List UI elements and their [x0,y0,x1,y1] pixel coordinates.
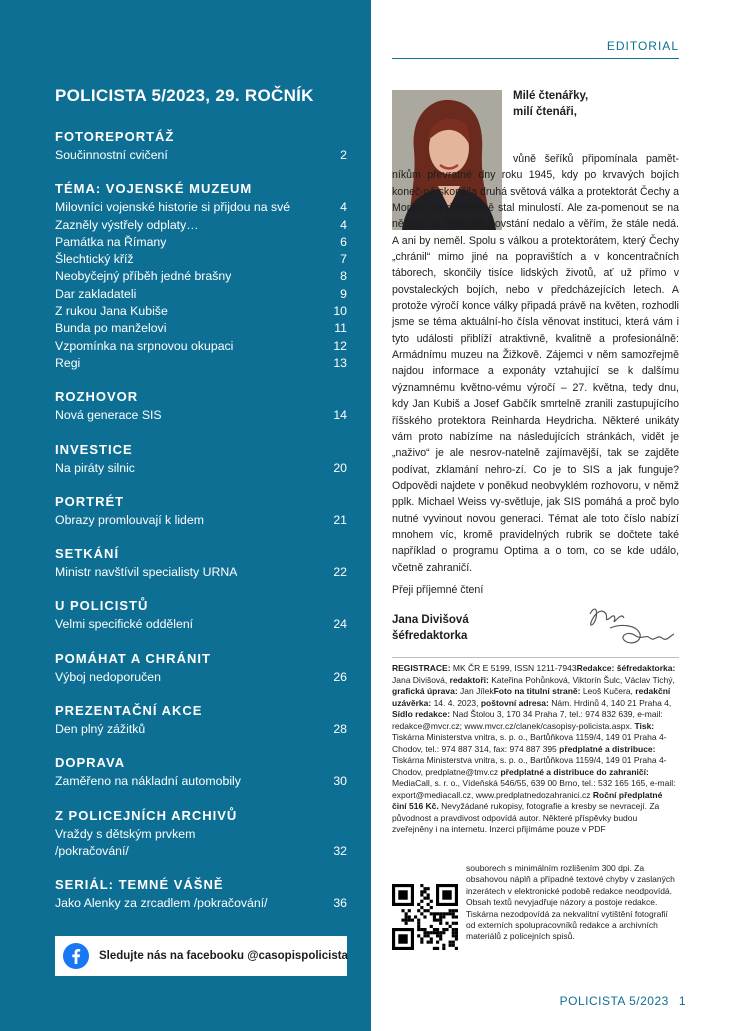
toc-item[interactable] [55,251,347,268]
toc-item-title: Zaměřeno na nákladní automobily [55,774,241,789]
toc-heading: DOPRAVA [55,755,126,771]
editorial-rule [392,58,679,59]
toc-section [55,388,347,424]
toc-item-title: Milovníci vojenské historie si přijdou na své [55,200,291,215]
toc-item-title: Šlechtický kříž [55,252,134,267]
toc-item-page: 12 [333,338,347,353]
toc-heading: SERIÁL: TEMNÉ VÁŠNĚ [55,877,224,893]
toc-item[interactable] [55,773,347,790]
toc-item-page: 9 [340,286,347,301]
toc-section [55,180,347,372]
impressum-label: předplatné a distribuce: [559,743,656,754]
toc-item-page: 22 [333,565,347,580]
footer-magazine: POLICISTA 5/2023 [559,994,669,1008]
footer-page-number: 1 [678,994,686,1008]
toc-item-page: 30 [333,774,347,789]
toc-item-title: Bunda po manželovi [55,321,167,336]
toc-item-page: 24 [333,617,347,632]
impressum-value: Nad Štolou 3, 170 34 Praha 7, tel.: 974 832 639, e-mail: redakce@mvcr.cz; www.mvcr.cz/clanek/casopisy-policista.aspx. [392,709,663,731]
editorial-paragraph: vůně šeříků připomínala pamět-níkům převratné dny roku 1945, kdy po krvavých bojích koneč-ně skončila druhá světová válka a protektorát Čechy a Morava se definitivně stal minulostí. Ale za-pomenout se na něj ani na Praž-ské povstání nedalo a věřím, že stále nedá. A ani by neměl. Spolu s válkou a protektorátem, který Čechy „chránil“ mimo jiné na popravištích a v koncentračních táborech, skončily tisíce lidských životů, ať už přímo v povstaleckých bojích, nebo v předcházejících letech. A protože výročí konce války připadá právě na květen, rozhodli jsme se téma aktuální-ho čísla věnovat instituci, která vám i tyto události přiblíží atraktivně, kvalitně a profesionálně: Armádnímu muzeu na Žižkově. Zájemci v něm samozřejmě najdou informace a exponáty vztahující se k dalšímu významnému květno-vému výročí – 27. května, tedy dnu, kdy Jan Kubiš a Josef Gabčík smrtelně zranili zastupujícího říšského protektora Reinharda Heydricha. Některé unikáty vám proto nabízíme na následujících stránkách, vidět je „naživo“ je ale nesrov-natelně zajímavější, tak se zajděte podívat, zklamání nehro-zí. Co je to SIS a jak funguje? Odpovědi najdete v poněkud neobvyklém rozhovoru, v němž pplk. Michael Weiss vy-světluje, jak SIS pomáhá a proč bylo nutné vyvinout novou generaci. Témat ale toto číslo nabízí mnohem víc, kromě pravidelných rubrik se dočtete také například o programu Optima a o tom, co se kde událo, včetně zahraničí. [392,153,679,574]
toc-section [55,807,347,861]
author-role: šéfredaktorka [392,630,468,642]
toc-heading: PREZENTAČNÍ AKCE [55,703,203,719]
toc-item[interactable] [55,268,347,285]
impressum-value: Tiskárna Ministerstva vnitra, s. p. o., Bartůňkova 1159/4, 149 01 Praha 4-Chodov, predplatne@tmv.cz [392,755,667,777]
toc-item-page: 11 [334,321,347,336]
author-signature [580,594,680,650]
toc-section [55,597,347,633]
toc-item-page: 7 [340,252,347,267]
toc-heading: SETKÁNÍ [55,546,120,562]
toc-item-title: Na piráty silnic [55,460,135,475]
impressum-value: Jan Jílek [457,686,494,696]
impressum-value: MK ČR E 5199, ISSN 1211-7943 [450,663,577,673]
toc-item-title: Obrazy promlouvají k lidem [55,512,204,527]
toc-item[interactable] [55,303,347,320]
greeting-line-2: milí čtenáři, [513,106,577,118]
toc-item-page: 32 [333,843,347,858]
toc-item[interactable] [55,355,347,372]
toc-item-title: Velmi specifické oddělení [55,617,194,632]
toc-section [55,441,347,477]
toc-item[interactable] [55,564,347,581]
editorial-text [392,151,679,576]
impressum-label: redaktoři: [449,674,489,685]
toc-item[interactable] [55,338,347,355]
toc-item-title: Památka na Římany [55,234,167,249]
toc-item[interactable] [55,721,347,738]
toc-heading: FOTOREPORTÁŽ [55,129,175,144]
impressum-value: Kateřina Pohůnková, Viktorín Šulc, Václav Tichý, [488,674,675,685]
editorial-label: EDITORIAL [606,39,679,53]
toc-item[interactable] [55,843,347,860]
author-block [392,612,469,644]
impressum-label: Redakce: šéfredaktorka: [576,663,676,673]
toc-item-page: 14 [333,408,347,423]
toc-item-title: Vzpomínka na srpnovou okupaci [55,338,234,353]
toc-item[interactable] [55,217,347,234]
toc-heading: Z POLICEJNÍCH ARCHIVŮ [55,807,238,823]
toc-item[interactable] [55,669,347,686]
impressum-value: Leoš Kučera, [580,686,636,696]
toc-item[interactable] [55,147,347,164]
impressum-value: Nám. Hrdinů 4, 140 21 Praha 4, [548,697,672,708]
impressum-rule [392,657,679,658]
toc-item-title: Zazněly výstřely odplaty… [55,217,199,232]
toc-item-page: 6 [340,234,347,249]
toc-item-title: Vraždy s dětským prvkem [55,826,196,841]
toc-item-title: Regi [55,355,81,370]
toc-item-title: Dar zakladateli [55,286,137,301]
toc-item-title: Jako Alenky za zrcadlem /pokračování/ [55,896,268,911]
toc-section [55,128,347,164]
toc-item-title: Z rukou Jana Kubiše [55,304,168,319]
toc-item[interactable] [55,320,347,337]
toc-item[interactable] [55,286,347,303]
editorial-greeting [513,88,588,120]
toc-item[interactable] [55,199,347,216]
toc-item[interactable] [55,826,347,843]
signoff: Přeji příjemné čtení [392,584,484,596]
toc-item-page: 26 [333,669,347,684]
toc-item-page: 4 [340,217,347,232]
facebook-banner[interactable] [55,936,347,976]
toc-item[interactable] [55,895,347,912]
toc-heading: INVESTICE [55,441,133,457]
facebook-icon [63,943,89,969]
impressum-label: Tisk: [634,720,655,731]
toc-section [55,650,347,686]
toc-item-title: Ministr navštívil specialisty URNA [55,565,238,580]
toc-heading: TÉMA: VOJENSKÉ MUZEUM [55,181,253,197]
toc-item-page: 28 [333,722,347,737]
impressum-label: poštovní adresa: [480,697,549,708]
toc-item-title: Neobyčejný příběh jedné brašny [55,269,232,284]
page-footer [560,994,686,1008]
toc-item-page: 2 [340,148,347,162]
toc-item[interactable] [55,407,347,424]
toc-item[interactable] [55,512,347,529]
toc-item-title: Součinnostní cvičení [55,148,168,162]
toc-heading: PORTRÉT [55,493,125,509]
toc-section [55,754,347,790]
toc-item-page: 20 [333,460,347,475]
toc-item-page: 10 [333,304,347,319]
impressum-label: Foto na titulní straně: [493,686,581,696]
impressum [392,663,679,836]
table-of-contents [55,128,347,929]
toc-item-page: 13 [333,355,347,370]
toc-item-page [341,826,347,843]
impressum-value: 14. 4. 2023, [431,697,481,708]
impressum-label: redakční uzávěrka: [392,686,671,708]
toc-heading: POMÁHAT A CHRÁNIT [55,650,211,666]
toc-section [55,493,347,529]
qr-code[interactable] [392,884,458,950]
impressum-value: Jana Divišová, [392,674,450,685]
issue-title: POLICISTA 5/2023, 29. ROČNÍK [55,86,314,105]
toc-item[interactable] [55,460,347,477]
greeting-line-1: Milé čtenářky, [513,90,589,102]
facebook-text: Sledujte nás na facebooku @casopispolicista [99,950,348,962]
toc-item[interactable] [55,234,347,251]
toc-section [55,545,347,581]
toc-heading: ROZHOVOR [55,389,139,405]
toc-item-title: Výboj nedoporučen [55,669,161,684]
toc-item-page: 21 [333,512,347,527]
toc-item-title: Nová generace SIS [55,408,162,423]
impressum-label: Sídlo redakce: [392,709,451,719]
qr-note: souborech s minimálním rozlišením 300 dpi. Za obsahovou náplň a případné textové chyby v zaslaných inzerátech v elektronické podobě redakce neodpovídá. Obsah textů nevyjadřuje názory a postoje redakce. Tiskárna nezodpovídá za nekvalitní vytištění fotografií od externích spolupracovníků redakce a archivních materiálů z policejních spisů. [466,863,675,942]
contents-sidebar [0,0,371,1031]
toc-item-title: /pokračování/ [55,843,129,858]
impressum-value: MediaCall, s. r. o., Vídeňská 546/55, 639 00 Brno, tel.: 532 165 165, e-mail: export@mediacall.cz, www.predplatnedozahranici.cz [392,778,676,800]
impressum-value: Nevyžádané rukopisy, fotografie a kresby se nevracejí. Za původnost a pravdivost odpovídá autor. Některé příspěvky budou zveřejněny i na internetu. Inzerci přijímáme pouze v PDF [392,801,660,834]
toc-item-title: Den plný zážitků [55,722,146,737]
toc-heading: U POLICISTŮ [55,598,149,614]
impressum-label: REGISTRACE: [392,663,451,673]
toc-section [55,702,347,738]
impressum-label: předplatné a distribuce do zahraničí: [500,766,649,777]
toc-item-page: 36 [333,896,347,911]
toc-section [55,876,347,912]
toc-item[interactable] [55,616,347,633]
author-name: Jana Divišová [392,614,469,626]
impressum-label: Roční předplatné činí 516 Kč. [392,789,663,811]
toc-item-page: 4 [340,200,347,215]
toc-item-page: 8 [340,269,347,284]
impressum-value: Tiskárna Ministerstva vnitra, s. p. o., Bartůňkova 1159/4, 149 01 Praha 4-Chodov, tel.: 974 887 314, fax: 974 887 395 [392,732,667,754]
impressum-label: grafická úprava: [392,686,458,696]
